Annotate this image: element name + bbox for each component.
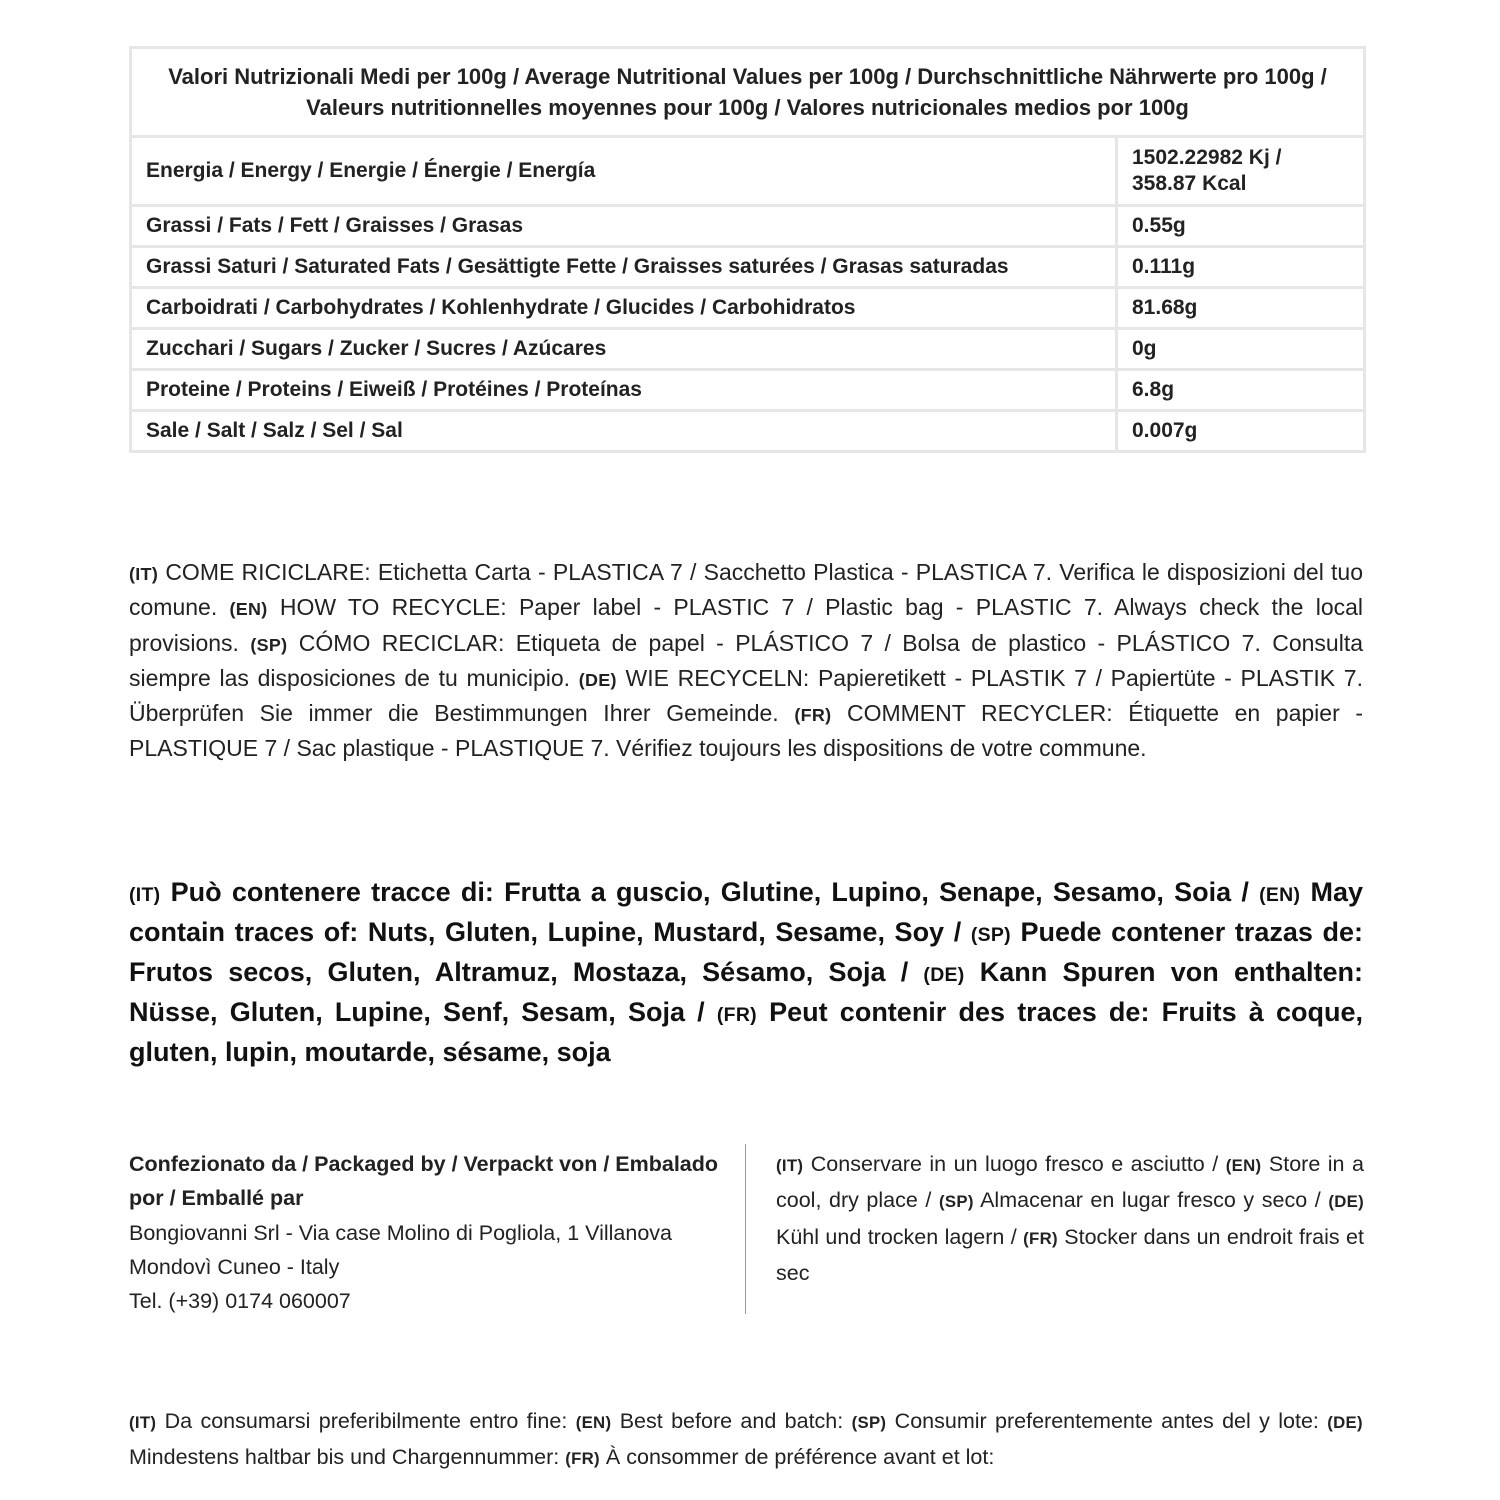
nutrition-value: 81.68g	[1117, 288, 1365, 329]
energy-kcal: 358.87 Kcal	[1132, 172, 1247, 195]
nutrition-row	[131, 206, 1365, 247]
lang-tag-sp: (SP)	[250, 634, 288, 655]
nutrition-label: Grassi / Fats / Fett / Graisses / Grasas	[131, 206, 1117, 247]
lang-tag-fr: (FR)	[794, 705, 832, 726]
lang-tag-it: (IT)	[129, 884, 161, 906]
packager-phone: Tel. (+39) 0174 060007	[129, 1289, 351, 1314]
packaged-by	[129, 1147, 719, 1318]
lang-tag-fr: (FR)	[565, 1449, 600, 1468]
bestbefore-text-fr: À consommer de préférence avant et lot:	[605, 1445, 995, 1469]
nutrition-label: Energia / Energy / Energie / Énergie / Energía	[131, 137, 1117, 206]
recycle-text-fr: COMMENT RECYCLER: Étiquette en papier - PLASTIQUE 7 / Sac plastique - PLASTIQUE 7. Vérifiez toujours les dispositions de votre commune.	[129, 700, 1364, 762]
lang-tag-de: (DE)	[578, 669, 617, 690]
best-before-info	[129, 1404, 1363, 1476]
storage-text-sp: Almacenar en lugar fresco y seco /	[980, 1188, 1321, 1213]
column-divider	[745, 1144, 746, 1314]
allergen-text-de: Kann Spuren von enthalten: Nüsse, Gluten, Lupine, Senf, Sesam, Soja /	[129, 957, 1363, 1027]
bestbefore-text-de: Mindestens haltbar bis und Chargennummer:	[129, 1445, 560, 1469]
lang-tag-de: (DE)	[923, 964, 965, 986]
nutrition-label: Zucchari / Sugars / Zucker / Sucres / Azúcares	[131, 329, 1117, 370]
allergen-text-en: May contain traces of: Nuts, Gluten, Lupine, Mustard, Sesame, Soy /	[129, 877, 1363, 947]
lang-tag-sp: (SP)	[938, 1192, 974, 1212]
nutrition-table-title: Valori Nutrizionali Medi per 100g / Average Nutritional Values per 100g / Durchschnittliche Nährwerte pro 100g / Valeurs nutritionnelles moyennes pour 100g / Valores nutricionales medios por 100g	[131, 48, 1365, 137]
nutrition-row	[131, 370, 1365, 411]
recycle-text-de: WIE RECYCELN: Papieretikett - PLASTIK 7 / Papiertüte - PLASTIK 7. Überprüfen Sie immer die Bestimmungen Ihrer Gemeinde.	[129, 664, 1363, 727]
packager-address: Bongiovanni Srl - Via case Molino di Pogliola, 1 Villanova Mondovì Cuneo - Italy	[129, 1220, 673, 1279]
lang-tag-it: (IT)	[776, 1156, 804, 1175]
recycle-text-it: COME RICICLARE: Etichetta Carta - PLASTICA 7 / Sacchetto Plastica - PLASTICA 7. Verifica le disposizioni del tuo comune.	[129, 559, 1364, 621]
nutrition-row	[131, 411, 1365, 452]
storage-instructions	[776, 1147, 1364, 1290]
lang-tag-fr: (FR)	[716, 1004, 757, 1026]
nutrition-value: 0.111g	[1117, 247, 1365, 288]
recycling-instructions	[129, 556, 1363, 766]
lang-tag-sp: (SP)	[851, 1413, 887, 1432]
nutrition-label: Grassi Saturi / Saturated Fats / Gesättigte Fette / Graisses saturées / Grasas saturadas	[131, 247, 1117, 288]
nutrition-label: Sale / Salt / Salz / Sel / Sal	[131, 411, 1117, 452]
bestbefore-text-en: Best before and batch:	[619, 1409, 844, 1433]
storage-text-it: Conservare in un luogo fresco e asciutto /	[810, 1152, 1219, 1176]
lang-tag-fr: (FR)	[1023, 1228, 1058, 1248]
lang-tag-de: (DE)	[1328, 1192, 1364, 1212]
nutrition-value: 0g	[1117, 329, 1365, 370]
nutrition-label: Carboidrati / Carbohydrates / Kohlenhydrate / Glucides / Carbohidratos	[131, 288, 1117, 329]
lang-tag-en: (EN)	[1225, 1156, 1262, 1175]
recycle-text-en: HOW TO RECYCLE: Paper label - PLASTIC 7 / Plastic bag - PLASTIC 7. Always check the local provisions.	[129, 594, 1364, 656]
nutrition-row	[131, 288, 1365, 329]
lang-tag-sp: (SP)	[970, 924, 1011, 946]
allergen-warning	[129, 874, 1363, 1071]
nutrition-label: Proteine / Proteins / Eiweiß / Protéines / Proteínas	[131, 370, 1117, 411]
lang-tag-en: (EN)	[229, 599, 268, 620]
allergen-text-fr: Peut contenir des traces de: Fruits à coque, gluten, lupin, moutarde, sésame, soja	[129, 997, 1363, 1067]
nutrition-value: 0.55g	[1117, 206, 1365, 247]
allergen-text-sp: Puede contener trazas de: Frutos secos, Gluten, Altramuz, Mostaza, Sésamo, Soja /	[129, 917, 1363, 987]
nutrition-value: 6.8g	[1117, 370, 1365, 411]
bestbefore-text-sp: Consumir preferentemente antes del y lote:	[894, 1409, 1319, 1433]
lang-tag-de: (DE)	[1327, 1413, 1363, 1432]
energy-kj: 1502.22982 Kj /	[1132, 146, 1282, 169]
packaged-by-heading: Confezionato da / Packaged by / Verpackt von / Embalado por / Emballé par	[129, 1152, 719, 1211]
recycle-text-sp: CÓMO RECICLAR: Etiqueta de papel - PLÁSTICO 7 / Bolsa de plastico - PLÁSTICO 7. Consulta siempre las disposiciones de tu municipio.	[129, 629, 1364, 691]
allergen-text-it: Può contenere tracce di: Frutta a guscio, Glutine, Lupino, Senape, Sesamo, Soia /	[170, 877, 1249, 907]
storage-text-fr: Stocker dans un endroit frais et sec	[776, 1224, 1364, 1285]
lang-tag-en: (EN)	[575, 1413, 612, 1432]
storage-text-de: Kühl und trocken lagern /	[776, 1224, 1017, 1249]
nutrition-value: 0.007g	[1117, 411, 1365, 452]
nutrition-row-energy	[131, 137, 1365, 206]
lang-tag-it: (IT)	[129, 564, 159, 584]
nutrition-value	[1117, 137, 1365, 206]
nutrition-row	[131, 329, 1365, 370]
bestbefore-text-it: Da consumarsi preferibilmente entro fine:	[164, 1409, 568, 1433]
nutrition-table	[129, 46, 1366, 453]
lang-tag-en: (EN)	[1259, 884, 1301, 906]
lang-tag-it: (IT)	[129, 1413, 157, 1432]
nutrition-row	[131, 247, 1365, 288]
storage-text-en: Store in a cool, dry place /	[776, 1152, 1364, 1213]
